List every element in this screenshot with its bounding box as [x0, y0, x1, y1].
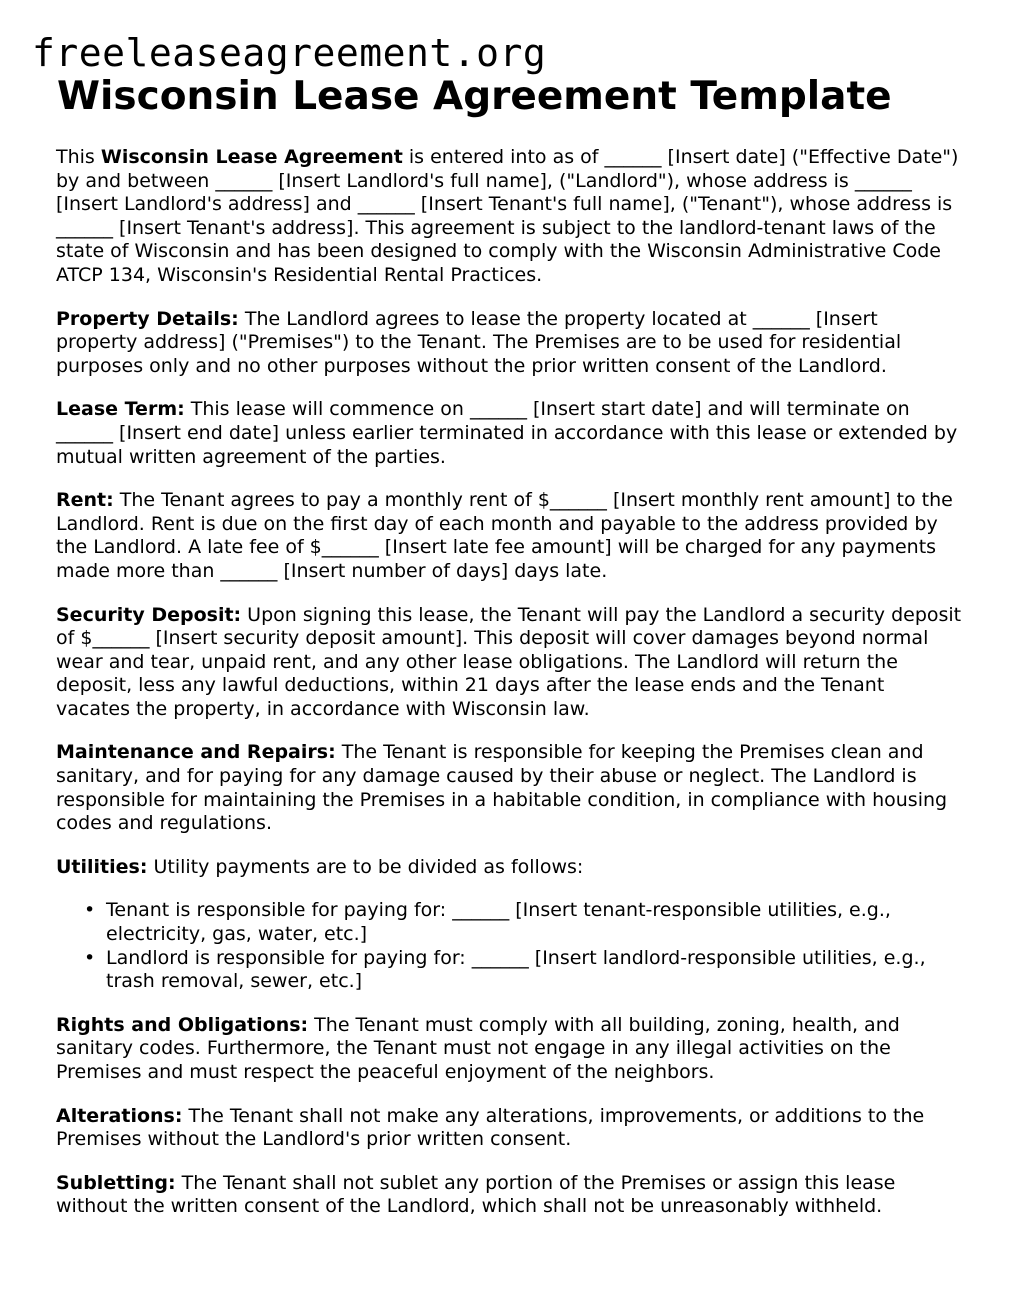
maintenance-text: The Tenant is responsible for keeping the Premises clean and sanitary, and for paying for any damage caused by their abuse or neglect. The Landlord is responsible for maintaining the Premises in a habitable condition, in compliance with housing codes and regulations.	[56, 741, 948, 835]
intro-agreement-name: Wisconsin Lease Agreement	[100, 146, 403, 168]
property-details-heading: Property Details:	[56, 307, 239, 330]
utilities-section	[56, 856, 962, 880]
rent-heading: Rent:	[56, 489, 114, 512]
alterations-section	[56, 1105, 962, 1152]
landlord-utilities-text: Landlord is responsible for paying for: ______ [Insert landlord-responsible utilities, e.g., trash removal, sewer, etc.]	[106, 946, 926, 993]
rights-obligations-text: The Tenant must comply with all building, zoning, health, and sanitary codes. Furthermore, the Tenant must not engage in any illegal activities on the Premises and must respect the peaceful enjoyment of the neighbors.	[56, 1013, 900, 1083]
rent-section	[56, 489, 962, 583]
lease-term-heading: Lease Term:	[56, 398, 185, 421]
subletting-section	[56, 1172, 962, 1219]
intro-paragraph	[56, 146, 962, 288]
list-item	[84, 946, 962, 994]
security-deposit-text: Upon signing this lease, the Tenant will pay the Landlord a security deposit of $______ [Insert security deposit amount]. This deposit will cover damages beyond normal wear and tear, unpaid rent, and any other lease obligations. The Landlord will return the deposit, less any lawful deductions, within 21 days after the lease ends and the Tenant vacates the property, in accordance with Wisconsin law.	[56, 603, 962, 720]
maintenance-heading: Maintenance and Repairs:	[56, 741, 336, 764]
utilities-text: Utility payments are to be divided as follows:	[147, 855, 584, 878]
bullet-icon: •	[84, 899, 96, 922]
utilities-list	[56, 899, 962, 993]
subletting-text: The Tenant shall not sublet any portion of the Premises or assign this lease without the written consent of the Landlord, which shall not be unreasonably withheld.	[56, 1171, 896, 1218]
utilities-heading: Utilities:	[56, 855, 148, 878]
security-deposit-section	[56, 604, 962, 722]
page-title: Wisconsin Lease Agreement Template	[57, 74, 892, 119]
alterations-text: The Tenant shall not make any alterations, improvements, or additions to the Premises without the Landlord's prior written consent.	[56, 1104, 925, 1151]
rights-obligations-heading: Rights and Obligations:	[56, 1013, 309, 1036]
intro-pre: This	[56, 146, 101, 168]
rights-obligations-section	[56, 1014, 962, 1085]
subletting-heading: Subletting:	[56, 1171, 176, 1194]
rent-text: The Tenant agrees to pay a monthly rent of $______ [Insert monthly rent amount] to the Landlord. Rent is due on the first day of each month and payable to the address provided by the Landlord. A late fee of $______ [Insert late fee amount] will be charged for any payments made more than ______ [Insert number of days] days late.	[56, 489, 953, 582]
security-deposit-heading: Security Deposit:	[56, 603, 242, 626]
alterations-heading: Alterations:	[56, 1104, 183, 1127]
maintenance-section	[56, 741, 962, 835]
tenant-utilities-text: Tenant is responsible for paying for: ______ [Insert tenant-responsible utilities, e.g., electricity, gas, water, etc.]	[106, 899, 891, 946]
watermark: freeleaseagreement.org	[32, 31, 547, 75]
document-body	[56, 146, 962, 1239]
lease-term-text: This lease will commence on ______ [Insert start date] and will terminate on ______ [Insert end date] unless earlier terminated in accordance with this lease or extended by mutual written agreement of the parties.	[56, 398, 958, 468]
intro-text: is entered into as of ______ [Insert date] ("Effective Date") by and between ______ [Insert Landlord's full name], ("Landlord"), whose address is ______ [Insert Landlord's address] and ______ [Insert Tenant's full name], ("Tenant"), whose address is ______ [Insert Tenant's address]. This agreement is subject to the landlord-tenant laws of the state of Wisconsin and has been designed to comply with the Wisconsin Administrative Code ATCP 134, Wisconsin's Residential Rental Practices.	[56, 146, 959, 286]
lease-term-section	[56, 398, 962, 469]
bullet-icon: •	[84, 946, 96, 969]
property-details-text: The Landlord agrees to lease the property located at ______ [Insert property address] ("Premises") to the Tenant. The Premises are to be used for residential purposes only and no other purposes without the prior written consent of the Landlord.	[56, 307, 902, 377]
property-details-section	[56, 308, 962, 379]
list-item	[84, 899, 962, 946]
